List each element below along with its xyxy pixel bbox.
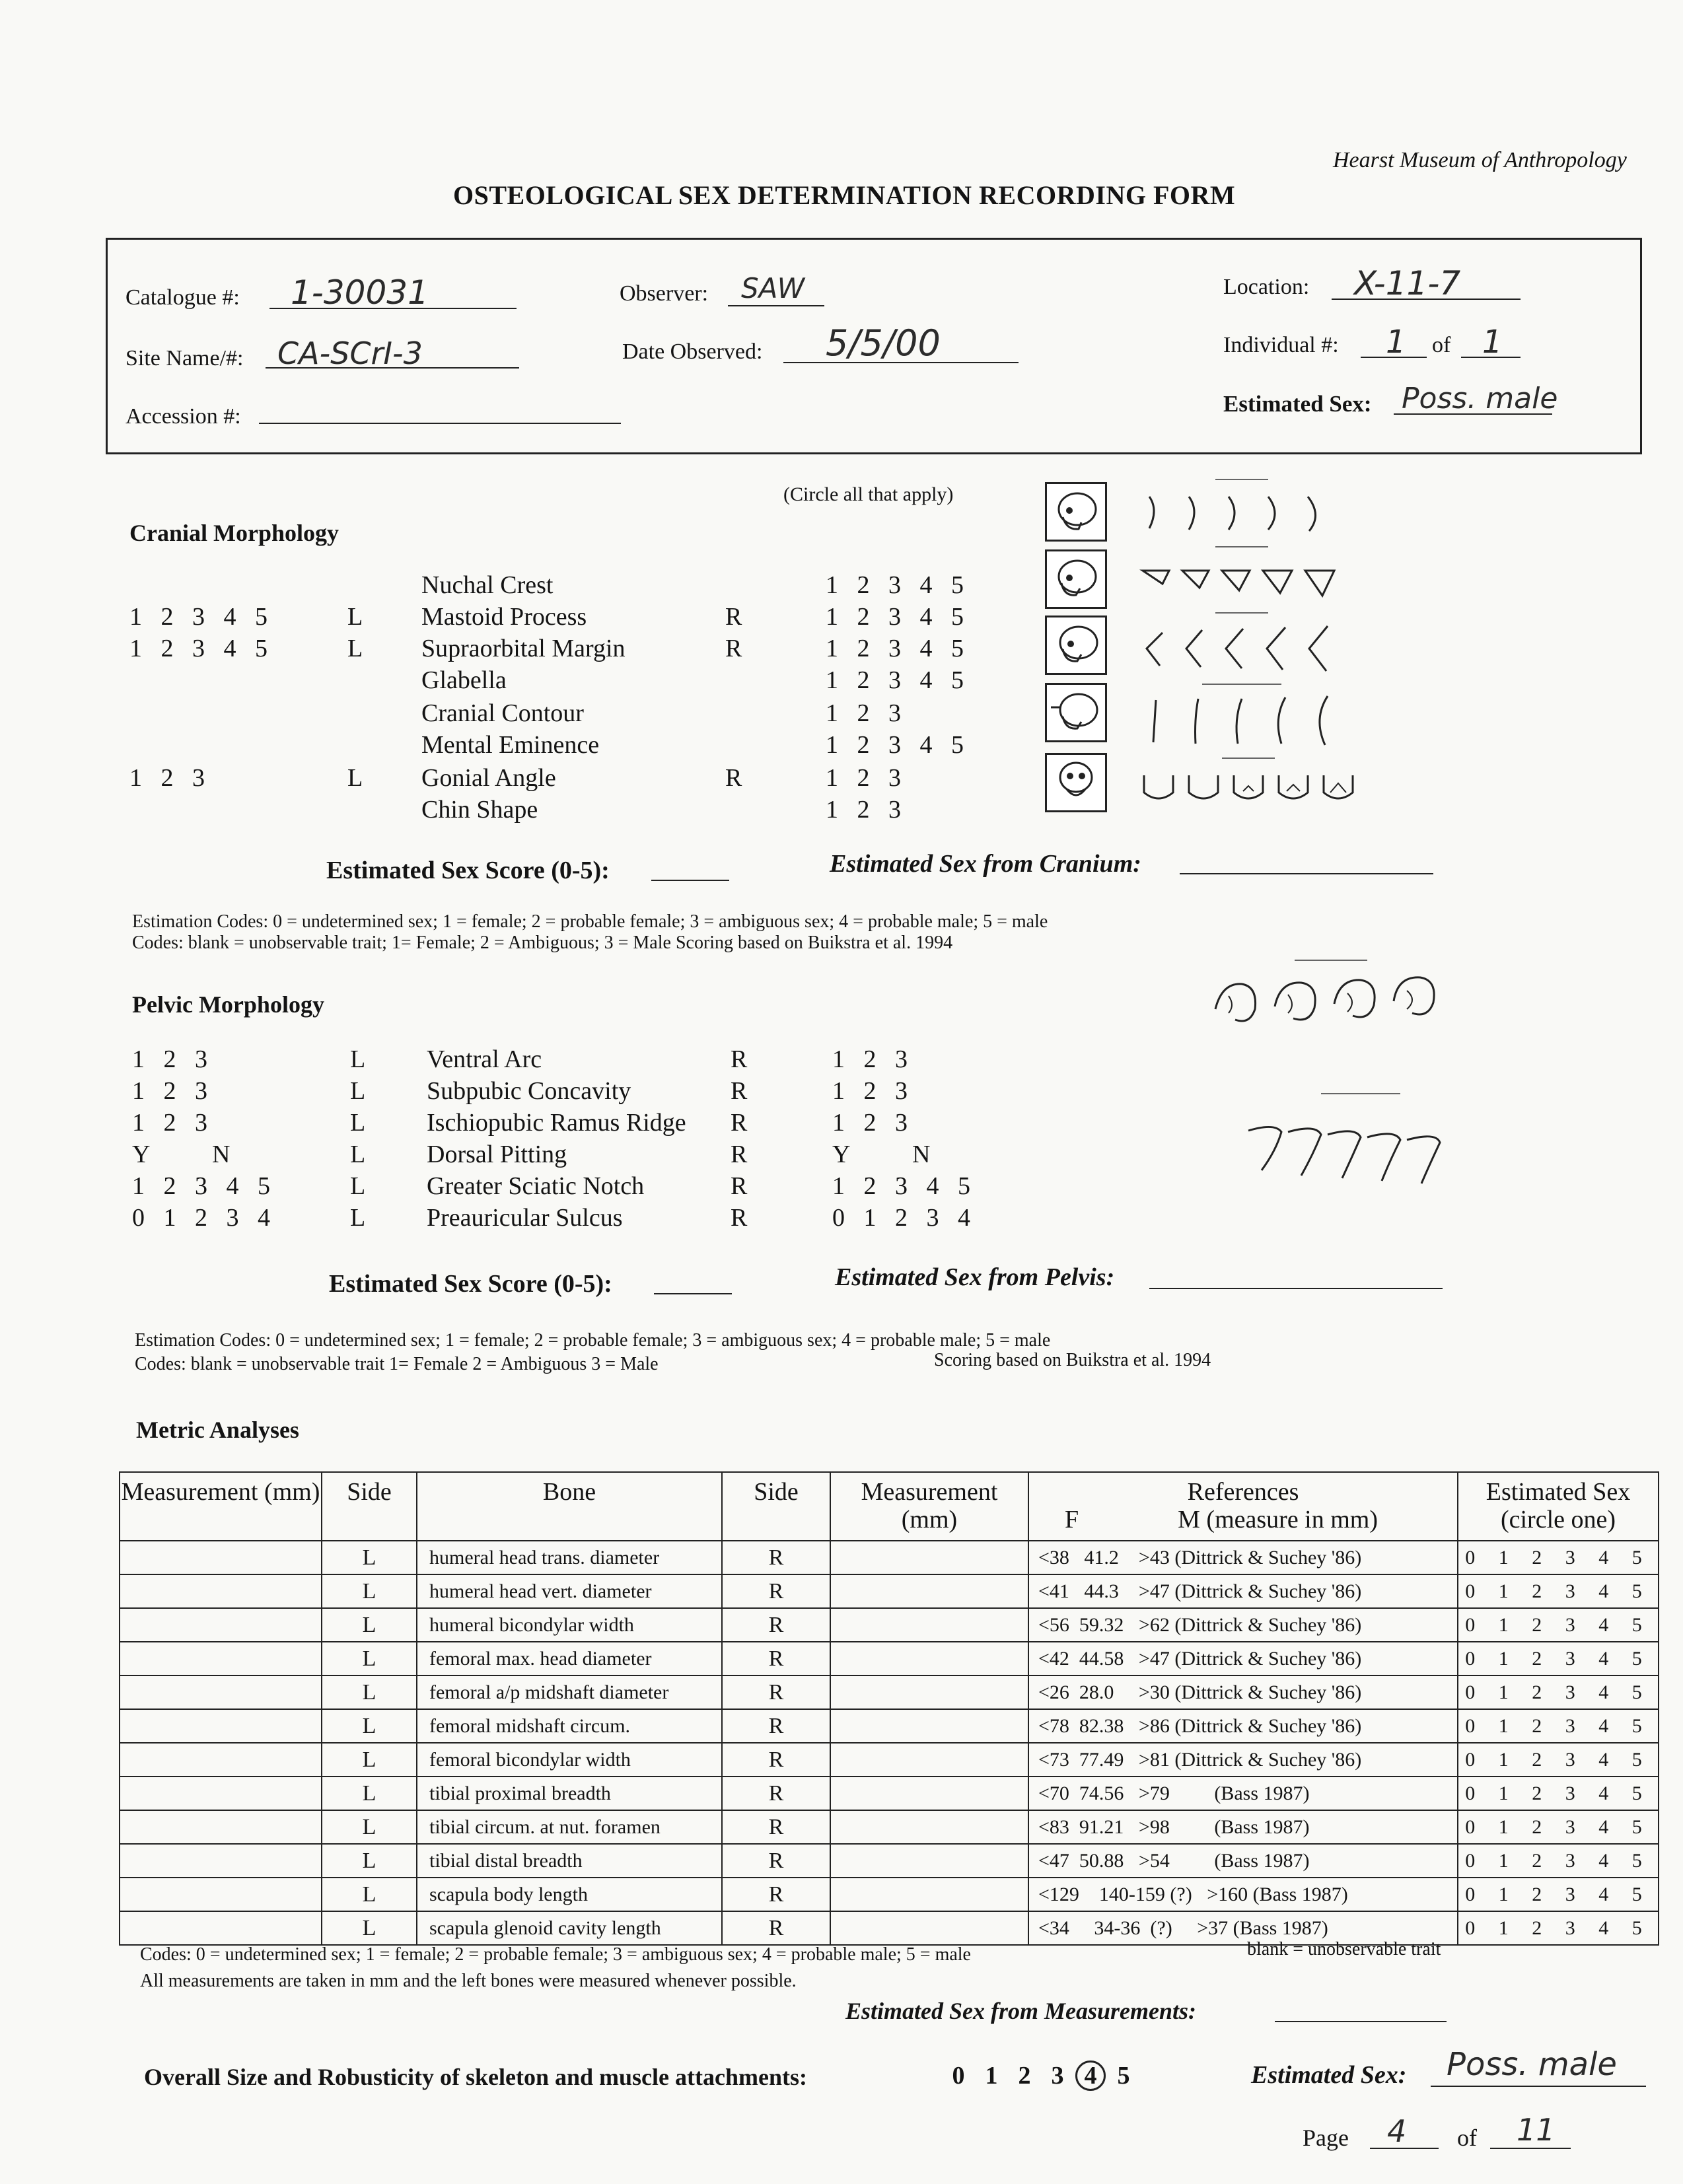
pelvic-left-side[interactable]: L — [350, 1172, 366, 1200]
cranial-right-scores[interactable]: 1 2 3 4 5 — [826, 635, 964, 662]
side-left-cell[interactable]: L — [322, 1642, 417, 1675]
observer-label: Observer: — [620, 281, 709, 306]
pelvic-trait-name: Ischiopubic Ramus Ridge — [427, 1109, 686, 1137]
cranial-right-scores[interactable]: 1 2 3 4 5 — [826, 731, 964, 759]
header-references — [1028, 1472, 1458, 1541]
cranial-trait-name: Glabella — [421, 666, 507, 694]
robusticity-option[interactable]: 0 — [952, 2062, 965, 2090]
measurement-left-cell[interactable] — [120, 1878, 322, 1911]
footer-estimated-sex-line — [1431, 2086, 1646, 2087]
side-left-cell[interactable]: L — [322, 1878, 417, 1911]
header-measurement-left: Measurement (mm) — [120, 1472, 322, 1541]
measurement-right-cell[interactable] — [830, 1878, 1028, 1911]
table-row — [120, 1608, 1659, 1642]
measurement-left-cell[interactable] — [120, 1844, 322, 1878]
side-right-cell[interactable]: R — [722, 1878, 830, 1911]
side-right-cell[interactable]: R — [722, 1844, 830, 1878]
side-right-cell[interactable]: R — [722, 1608, 830, 1642]
header-side-left: Side — [322, 1472, 417, 1541]
cranial-trait-name: Mastoid Process — [421, 603, 587, 631]
pelvic-right-scores[interactable]: 1 2 3 — [832, 1109, 908, 1137]
pelvic-right-scores[interactable]: 1 2 3 4 5 — [832, 1172, 970, 1200]
header-estimated — [1458, 1472, 1659, 1541]
measurement-right-cell[interactable] — [830, 1810, 1028, 1844]
cranial-left-side[interactable]: L — [347, 764, 363, 792]
observer-line — [728, 305, 824, 306]
estimated-sex-cell[interactable]: 0 1 2 3 4 5 — [1458, 1608, 1659, 1642]
cranial-right-scores[interactable]: 1 2 3 4 5 — [826, 666, 964, 694]
pelvic-left-side[interactable]: L — [350, 1045, 366, 1073]
side-left-cell[interactable]: L — [322, 1608, 417, 1642]
measurement-left-cell[interactable] — [120, 1810, 322, 1844]
reference-cell: <42 44.58 >47 (Dittrick & Suchey '86) — [1028, 1642, 1458, 1675]
footer-estimated-sex-label: Estimated Sex: — [1251, 2061, 1407, 2089]
table-row — [120, 1574, 1659, 1608]
reference-cell: <26 28.0 >30 (Dittrick & Suchey '86) — [1028, 1675, 1458, 1709]
side-left-cell[interactable]: L — [322, 1777, 417, 1810]
cranial-codes-line2: Codes: blank = unobservable trait; 1= Female; 2 = Ambiguous; 3 = Male Scoring based on Buikstra et al. 1994 — [132, 933, 953, 953]
pelvic-right-side[interactable]: R — [731, 1109, 748, 1137]
pelvic-left-scores[interactable]: 1 2 3 — [132, 1045, 207, 1073]
header-ref-m: M (measure in mm) — [1178, 1506, 1379, 1533]
table-row — [120, 1743, 1659, 1777]
individual-total[interactable]: 1 — [1482, 324, 1503, 361]
header-side-right: Side — [722, 1472, 830, 1541]
measurement-left-cell[interactable] — [120, 1541, 322, 1574]
side-left-cell[interactable]: L — [322, 1844, 417, 1878]
pelvic-left-side[interactable]: L — [350, 1077, 366, 1105]
robusticity-option[interactable]: 3 — [1051, 2062, 1064, 2090]
cranial-right-scores[interactable]: 1 2 3 — [826, 764, 901, 792]
cranial-heading: Cranial Morphology — [129, 520, 340, 546]
page-value[interactable]: 4 — [1387, 2113, 1407, 2149]
cranial-codes-line1: Estimation Codes: 0 = undetermined sex; 1 = female; 2 = probable female; 3 = ambiguous sex; 4 = probable male; 5 = male — [132, 911, 1048, 932]
reference-cell: <83 91.21 >98 (Bass 1987) — [1028, 1810, 1458, 1844]
cranial-trait-name: Mental Eminence — [421, 731, 600, 759]
bone-cell: femoral bicondylar width — [417, 1743, 722, 1777]
pelvic-right-side[interactable]: R — [731, 1204, 748, 1232]
cranial-right-side[interactable]: R — [725, 764, 742, 792]
estimated-sex-cell[interactable]: 0 1 2 3 4 5 — [1458, 1709, 1659, 1743]
table-row — [120, 1878, 1659, 1911]
table-row — [120, 1675, 1659, 1709]
robusticity-option[interactable]: 2 — [1018, 2062, 1031, 2090]
header-measurement-right: Measurement (mm) — [830, 1472, 1028, 1541]
cranial-right-side[interactable]: R — [725, 603, 742, 631]
pelvic-left-side[interactable]: L — [350, 1109, 366, 1137]
bone-cell: femoral midshaft circum. — [417, 1709, 722, 1743]
cranial-trait-name: Gonial Angle — [421, 764, 556, 792]
pelvic-right-side[interactable]: R — [731, 1077, 748, 1105]
accession-label: Accession #: — [125, 404, 241, 429]
pelvic-right-scores[interactable]: Y N — [832, 1141, 931, 1168]
metric-codes-line2: All measurements are taken in mm and the left bones were measured whenever possible. — [140, 1971, 797, 1991]
glabella-sketches-icon — [1136, 680, 1354, 746]
table-row — [120, 1777, 1659, 1810]
reference-cell: <47 50.88 >54 (Bass 1987) — [1028, 1844, 1458, 1878]
pelvic-left-scores[interactable]: Y N — [132, 1141, 231, 1168]
pelvic-codes-line2: Codes: blank = unobservable trait 1= Female 2 = Ambiguous 3 = Male — [135, 1354, 659, 1374]
reference-cell: <129 140-159 (?) >160 (Bass 1987) — [1028, 1878, 1458, 1911]
metric-table — [119, 1471, 1659, 1946]
estimated-sex-cell[interactable]: 0 1 2 3 4 5 — [1458, 1642, 1659, 1675]
measurement-left-cell[interactable] — [120, 1608, 322, 1642]
pelvic-left-scores[interactable]: 1 2 3 — [132, 1109, 207, 1137]
supraorbital-margin-skull-icon — [1045, 616, 1107, 675]
pelvic-trait-name: Ventral Arc — [427, 1045, 542, 1073]
preauricular-sulcus-sketches-icon — [1209, 956, 1460, 1049]
catalogue-label: Catalogue #: — [125, 285, 240, 310]
pelvic-right-scores[interactable]: 1 2 3 — [832, 1045, 908, 1073]
bone-cell: humeral head trans. diameter — [417, 1541, 722, 1574]
pelvic-left-side[interactable]: L — [350, 1141, 366, 1168]
side-right-cell[interactable]: R — [722, 1541, 830, 1574]
bone-cell: femoral max. head diameter — [417, 1642, 722, 1675]
estimated-sex-cell[interactable]: 0 1 2 3 4 5 — [1458, 1777, 1659, 1810]
measurement-left-cell[interactable] — [120, 1709, 322, 1743]
measurement-right-cell[interactable] — [830, 1675, 1028, 1709]
pelvic-sex-label: Estimated Sex from Pelvis: — [835, 1263, 1115, 1291]
bone-cell: humeral head vert. diameter — [417, 1574, 722, 1608]
robusticity-label: Overall Size and Robusticity of skeleton and muscle attachments: — [144, 2064, 807, 2090]
pelvic-sex-line — [1149, 1288, 1443, 1289]
page-of-label: of — [1457, 2125, 1477, 2151]
robusticity-option[interactable]: 4 — [1075, 2061, 1106, 2091]
header-estimated-sex-value[interactable]: Poss. male — [1402, 382, 1558, 415]
circle-note: (Circle all that apply) — [783, 483, 954, 505]
reference-cell: <34 34-36 (?) >37 (Bass 1987) — [1028, 1911, 1458, 1945]
form-title: OSTEOLOGICAL SEX DETERMINATION RECORDING FORM — [453, 180, 1236, 210]
cranial-left-scores[interactable]: 1 2 3 4 5 — [129, 603, 268, 631]
header-ref-f: F — [1065, 1506, 1079, 1533]
estimated-sex-cell[interactable]: 0 1 2 3 4 5 — [1458, 1541, 1659, 1574]
estimated-sex-cell[interactable]: 0 1 2 3 4 5 — [1458, 1844, 1659, 1878]
cranial-left-side[interactable]: L — [347, 603, 363, 631]
cranial-trait-name: Cranial Contour — [421, 699, 584, 727]
page-total[interactable]: 11 — [1517, 2112, 1556, 2148]
measurement-left-cell[interactable] — [120, 1743, 322, 1777]
reference-cell: <41 44.3 >47 (Dittrick & Suchey '86) — [1028, 1574, 1458, 1608]
side-left-cell[interactable]: L — [322, 1675, 417, 1709]
cranial-left-side[interactable]: L — [347, 635, 363, 662]
robusticity-option[interactable]: 1 — [985, 2062, 998, 2090]
side-right-cell[interactable]: R — [722, 1810, 830, 1844]
side-right-cell[interactable]: R — [722, 1574, 830, 1608]
pelvic-trait-name: Dorsal Pitting — [427, 1141, 567, 1168]
cranial-trait-name: Supraorbital Margin — [421, 635, 626, 662]
reference-cell: <38 41.2 >43 (Dittrick & Suchey '86) — [1028, 1541, 1458, 1574]
measurement-right-cell[interactable] — [830, 1709, 1028, 1743]
mental-eminence-sketches-icon — [1136, 756, 1367, 808]
estimated-sex-cell[interactable]: 0 1 2 3 4 5 — [1458, 1675, 1659, 1709]
individual-label: Individual #: — [1223, 333, 1339, 357]
mastoid-process-skull-icon — [1045, 549, 1107, 609]
accession-line — [259, 423, 621, 424]
museum-name: Hearst Museum of Anthropology — [1333, 148, 1627, 172]
estimated-sex-cell[interactable]: 0 1 2 3 4 5 — [1458, 1911, 1659, 1945]
measurement-right-cell[interactable] — [830, 1911, 1028, 1945]
pelvic-left-scores[interactable]: 1 2 3 — [132, 1077, 207, 1105]
cranial-score-label: Estimated Sex Score (0-5): — [326, 857, 610, 884]
cranial-left-scores[interactable]: 1 2 3 — [129, 764, 205, 792]
catalogue-value[interactable]: 1-30031 — [291, 273, 429, 312]
metric-codes-blank: blank = unobservable trait — [1247, 1939, 1441, 1959]
page-total-line — [1490, 2148, 1571, 2149]
cranial-right-scores[interactable]: 1 2 3 4 5 — [826, 571, 964, 599]
cranial-trait-name: Nuchal Crest — [421, 571, 554, 599]
cranial-right-scores[interactable]: 1 2 3 — [826, 796, 901, 824]
reference-cell: <56 59.32 >62 (Dittrick & Suchey '86) — [1028, 1608, 1458, 1642]
side-right-cell[interactable]: R — [722, 1642, 830, 1675]
pelvic-trait-name: Preauricular Sulcus — [427, 1204, 623, 1232]
cranial-left-scores[interactable]: 1 2 3 4 5 — [129, 635, 268, 662]
side-left-cell[interactable]: L — [322, 1541, 417, 1574]
bone-cell: femoral a/p midshaft diameter — [417, 1675, 722, 1709]
cranial-sex-line — [1180, 873, 1433, 874]
robusticity-scale — [943, 2061, 1141, 2091]
cranial-right-scores[interactable]: 1 2 3 4 5 — [826, 603, 964, 631]
table-row — [120, 1844, 1659, 1878]
pelvic-left-side[interactable]: L — [350, 1204, 366, 1232]
date-label: Date Observed: — [622, 339, 763, 364]
header-bone: Bone — [417, 1472, 722, 1541]
location-label: Location: — [1223, 275, 1310, 299]
estimated-sex-cell[interactable]: 0 1 2 3 4 5 — [1458, 1743, 1659, 1777]
measurement-right-cell[interactable] — [830, 1777, 1028, 1810]
header-references-title: References — [1187, 1478, 1299, 1506]
pelvic-codes-line2b: Scoring based on Buikstra et al. 1994 — [934, 1350, 1211, 1370]
side-right-cell[interactable]: R — [722, 1911, 830, 1945]
cranial-trait-name: Chin Shape — [421, 796, 538, 824]
observer-value[interactable]: SAW — [741, 272, 805, 304]
pelvic-right-scores[interactable]: 0 1 2 3 4 — [832, 1204, 970, 1232]
pelvic-left-scores[interactable]: 1 2 3 4 5 — [132, 1172, 270, 1200]
greater-sciatic-notch-sketches-icon — [1242, 1091, 1453, 1190]
page-label: Page — [1303, 2125, 1349, 2151]
pelvic-trait-name: Subpubic Concavity — [427, 1077, 631, 1105]
supraorbital-margin-sketches-icon — [1136, 610, 1354, 679]
side-left-cell[interactable]: L — [322, 1911, 417, 1945]
measurement-sex-label: Estimated Sex from Measurements: — [845, 1998, 1197, 2024]
measurement-left-cell[interactable] — [120, 1777, 322, 1810]
mastoid-process-sketches-icon — [1136, 544, 1354, 608]
measurement-left-cell[interactable] — [120, 1642, 322, 1675]
header-references-sub — [1029, 1506, 1457, 1533]
individual-of-label: of — [1432, 333, 1451, 357]
date-value[interactable]: 5/5/00 — [826, 322, 941, 364]
table-row — [120, 1642, 1659, 1675]
pelvic-right-side[interactable]: R — [731, 1141, 748, 1168]
pelvic-score-line — [654, 1293, 732, 1294]
pelvic-right-scores[interactable]: 1 2 3 — [832, 1077, 908, 1105]
pelvic-right-side[interactable]: R — [731, 1045, 748, 1073]
side-right-cell[interactable]: R — [722, 1743, 830, 1777]
side-right-cell[interactable]: R — [722, 1675, 830, 1709]
table-row — [120, 1709, 1659, 1743]
individual-value[interactable]: 1 — [1386, 324, 1406, 361]
measurement-left-cell[interactable] — [120, 1675, 322, 1709]
robusticity-option[interactable]: 5 — [1117, 2062, 1130, 2090]
measurement-left-cell[interactable] — [120, 1574, 322, 1608]
mental-eminence-skull-icon — [1045, 753, 1107, 812]
side-right-cell[interactable]: R — [722, 1709, 830, 1743]
metric-heading: Metric Analyses — [136, 1417, 299, 1443]
estimated-sex-cell[interactable]: 0 1 2 3 4 5 — [1458, 1574, 1659, 1608]
site-label: Site Name/#: — [125, 346, 244, 370]
estimated-sex-cell[interactable]: 0 1 2 3 4 5 — [1458, 1878, 1659, 1911]
measurement-right-cell[interactable] — [830, 1844, 1028, 1878]
nuchal-crest-sketches-icon — [1136, 477, 1354, 540]
side-left-cell[interactable]: L — [322, 1743, 417, 1777]
bone-cell: humeral bicondylar width — [417, 1608, 722, 1642]
side-left-cell[interactable]: L — [322, 1709, 417, 1743]
cranial-right-scores[interactable]: 1 2 3 — [826, 699, 901, 727]
bone-cell: tibial circum. at nut. foramen — [417, 1810, 722, 1844]
pelvic-codes-line1: Estimation Codes: 0 = undetermined sex; 1 = female; 2 = probable female; 3 = ambiguous sex; 4 = probable male; 5 = male — [135, 1330, 1051, 1351]
pelvic-left-scores[interactable]: 0 1 2 3 4 — [132, 1204, 270, 1232]
measurement-right-cell[interactable] — [830, 1574, 1028, 1608]
glabella-skull-icon — [1045, 683, 1107, 742]
side-right-cell[interactable]: R — [722, 1777, 830, 1810]
bone-cell: tibial distal breadth — [417, 1844, 722, 1878]
pelvic-trait-name: Greater Sciatic Notch — [427, 1172, 645, 1200]
cranial-score-line — [651, 880, 729, 881]
measurement-right-cell[interactable] — [830, 1642, 1028, 1675]
measurement-sex-line — [1275, 2021, 1447, 2022]
pelvic-right-side[interactable]: R — [731, 1172, 748, 1200]
estimated-sex-cell[interactable]: 0 1 2 3 4 5 — [1458, 1810, 1659, 1844]
reference-cell: <73 77.49 >81 (Dittrick & Suchey '86) — [1028, 1743, 1458, 1777]
reference-cell: <70 74.56 >79 (Bass 1987) — [1028, 1777, 1458, 1810]
header-estimated-sex-label: Estimated Sex: — [1223, 391, 1372, 417]
bone-cell: tibial proximal breadth — [417, 1777, 722, 1810]
table-row — [120, 1810, 1659, 1844]
reference-cell: <78 82.38 >86 (Dittrick & Suchey '86) — [1028, 1709, 1458, 1743]
header-estimated-sub: (circle one) — [1500, 1506, 1616, 1533]
cranial-sex-label: Estimated Sex from Cranium: — [830, 850, 1141, 878]
table-row — [120, 1541, 1659, 1574]
footer-estimated-sex-value[interactable]: Poss. male — [1447, 2046, 1617, 2083]
measurement-left-cell[interactable] — [120, 1911, 322, 1945]
side-left-cell[interactable]: L — [322, 1810, 417, 1844]
measurement-right-cell[interactable] — [830, 1541, 1028, 1574]
pelvic-score-label: Estimated Sex Score (0-5): — [329, 1270, 612, 1298]
metric-codes-line1: Codes: 0 = undetermined sex; 1 = female; 2 = probable female; 3 = ambiguous sex; 4 = probable male; 5 = male — [140, 1944, 971, 1965]
bone-cell: scapula body length — [417, 1878, 722, 1911]
site-value[interactable]: CA-SCrI-3 — [277, 335, 423, 371]
header-estimated-title: Estimated Sex — [1486, 1478, 1631, 1506]
location-value[interactable]: X-11-7 — [1354, 264, 1461, 302]
cranial-right-side[interactable]: R — [725, 635, 742, 662]
nuchal-crest-skull-icon — [1045, 482, 1107, 542]
side-left-cell[interactable]: L — [322, 1574, 417, 1608]
measurement-right-cell[interactable] — [830, 1608, 1028, 1642]
bone-cell: scapula glenoid cavity length — [417, 1911, 722, 1945]
pelvic-heading: Pelvic Morphology — [132, 991, 324, 1018]
measurement-right-cell[interactable] — [830, 1743, 1028, 1777]
